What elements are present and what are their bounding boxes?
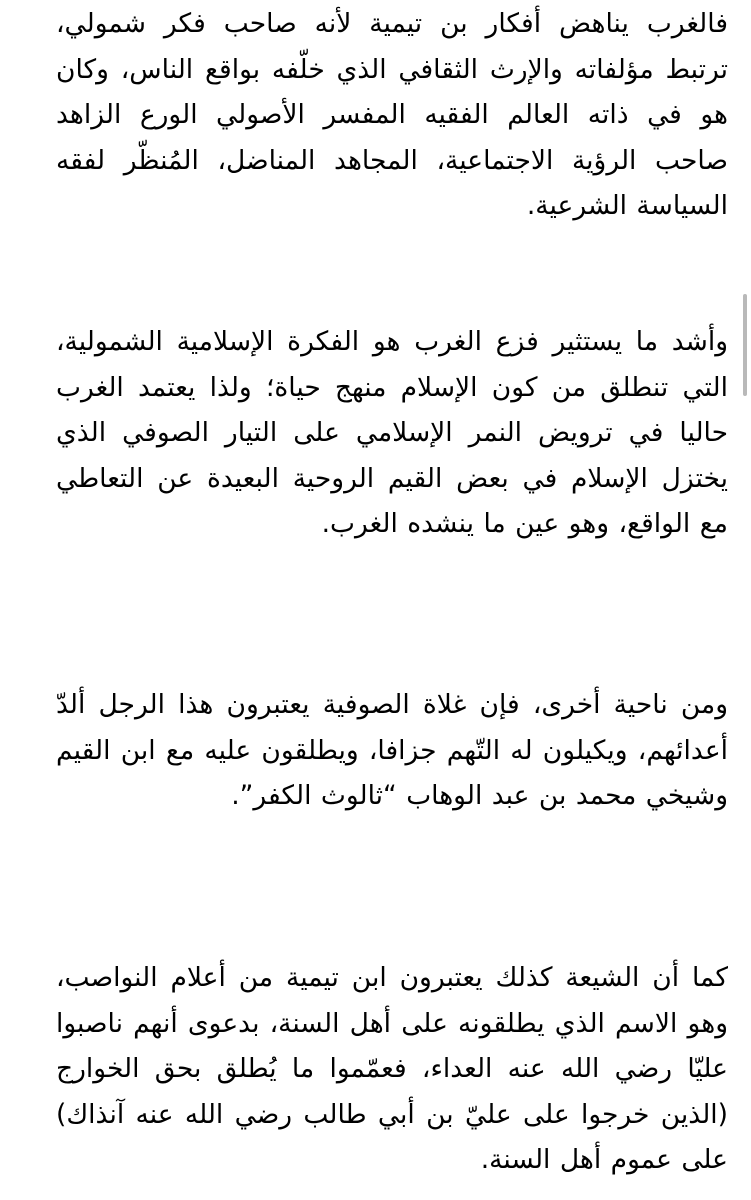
article-paragraph-1: فالغرب يناهض أفكار بن تيمية لأنه صاحب فكر شمولي، ترتبط مؤلفاته والإرث الثقافي الذي خلّفه بواقع الناس، وكان هو في ذاته العالم الفقيه المفسر الأصولي الورع الزاهد صاحب الرؤية الاجتماعية، المجاهد المناضل، المُنظّر لفقه السياسة الشرعية.	[56, 8, 728, 221]
article-paragraph-2: وأشد ما يستثير فزع الغرب هو الفكرة الإسلامية الشمولية، التي تنطلق من كون الإسلام منهج حياة؛ ولذا يعتمد الغرب حاليا في ترويض النمر الإسلامي على التيار الصوفي الذي يختزل الإسلام في بعض القيم الروحية البعيدة عن التعاطي مع الواقع، وهو عين ما ينشده الغرب.	[56, 326, 728, 539]
article-paragraph-3: ومن ناحية أخرى، فإن غلاة الصوفية يعتبرون هذا الرجل ألدّ أعدائهم، ويكيلون له التّهم جزافا، ويطلقون عليه مع ابن القيم وشيخي محمد بن عبد الوهاب “ثالوث الكفر”.	[56, 689, 728, 811]
vertical-scrollbar-thumb[interactable]	[743, 294, 747, 396]
article-paragraph-4: كما أن الشيعة كذلك يعتبرون ابن تيمية من أعلام النواصب، وهو الاسم الذي يطلقونه على أهل السنة، بدعوى أنهم ناصبوا عليّا رضي الله عنه العداء، فعمّموا ما يُطلق بحق الخوارج (الذين خرجوا على عليّ بن أبي طالب رضي الله عنه آنذاك) على عموم أهل السنة.	[56, 962, 728, 1175]
